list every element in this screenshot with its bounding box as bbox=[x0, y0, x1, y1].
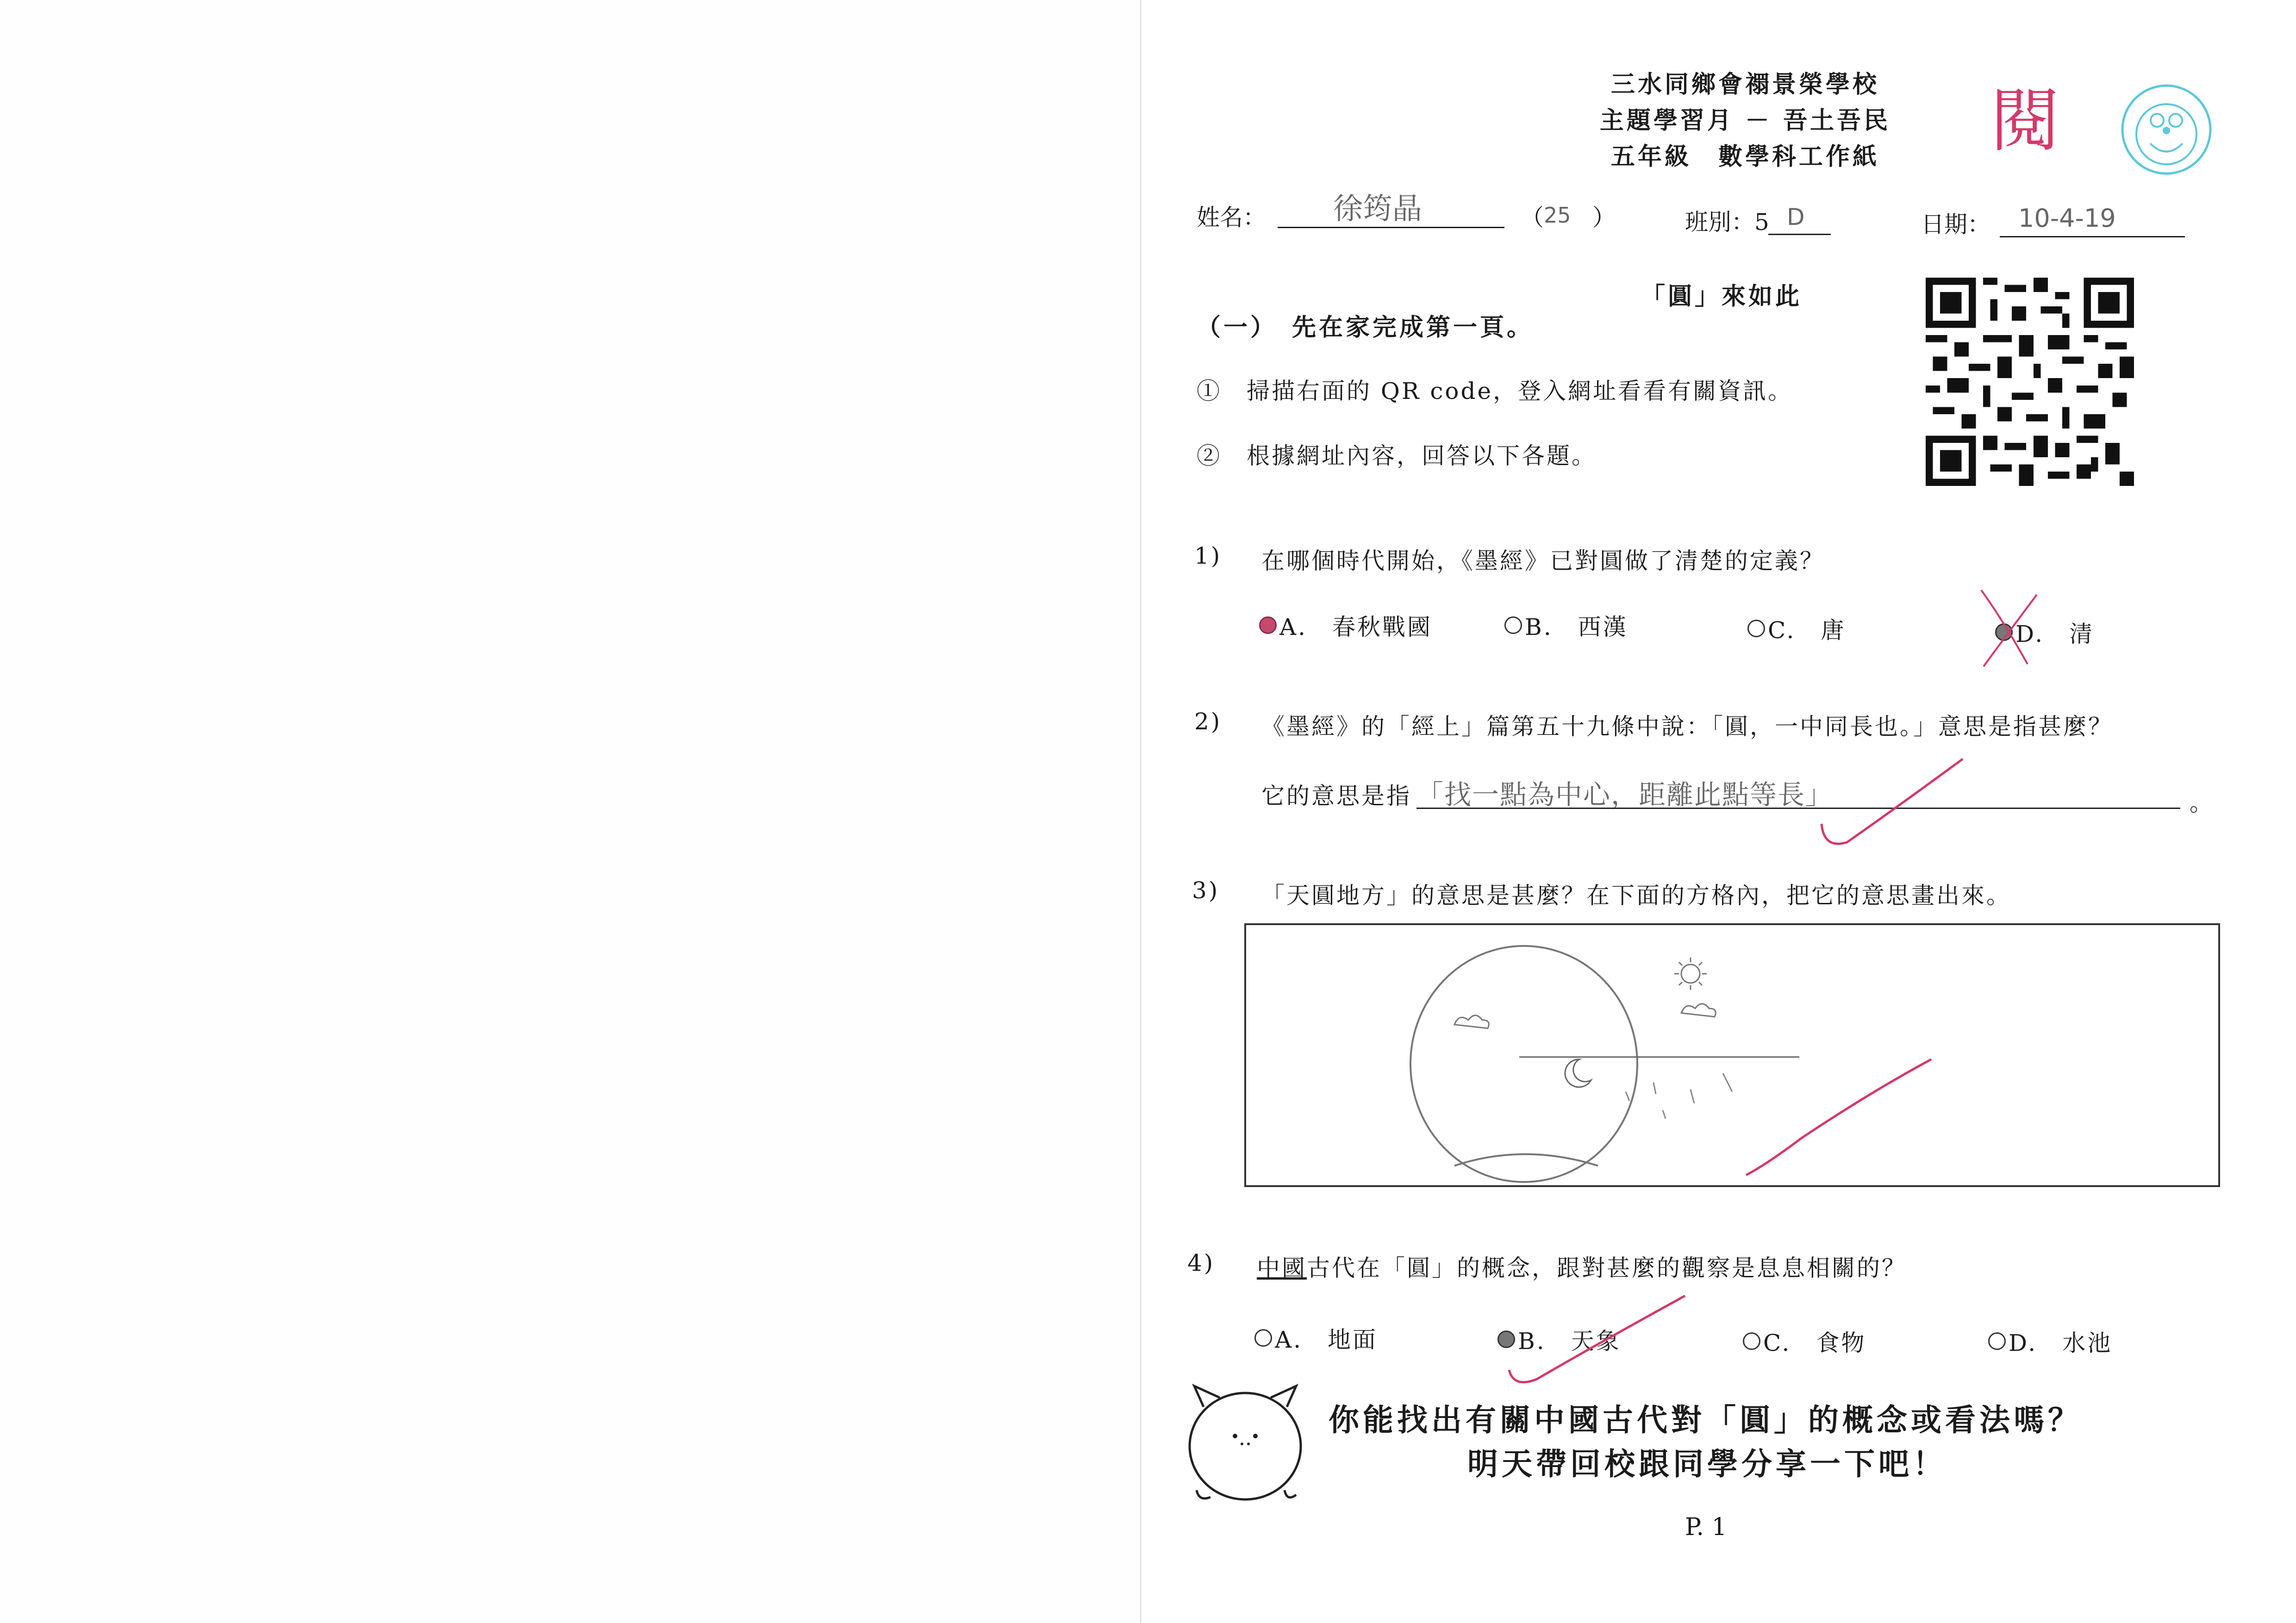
name-underline bbox=[1278, 227, 1504, 228]
q4-a-label: A. 地面 bbox=[1275, 1326, 1378, 1353]
footer-prompt-2: 明天帶回校跟同學分享一下吧！ bbox=[1467, 1446, 1947, 1482]
q1-a-radio[interactable] bbox=[1259, 616, 1277, 634]
q1-cross-mark bbox=[1972, 585, 2046, 673]
qr-code[interactable] bbox=[1926, 278, 2134, 486]
pig-mascot-icon bbox=[1176, 1381, 1315, 1506]
q2-number: 2) bbox=[1194, 708, 1222, 735]
subject-title: 五年級 數學科工作紙 bbox=[1610, 143, 1879, 171]
q1-option-b[interactable] bbox=[1504, 609, 1628, 642]
q1-text: 在哪個時代開始，《墨經》已對圓做了清楚的定義？ bbox=[1261, 547, 1825, 574]
page-fold bbox=[1140, 0, 1142, 1623]
section-title: 「圓」來如此 bbox=[1641, 282, 1803, 311]
stars bbox=[1626, 1073, 1732, 1119]
q3-number: 3) bbox=[1192, 877, 1220, 904]
heaven-earth-drawing bbox=[1246, 925, 2218, 1185]
q1-option-c[interactable] bbox=[1747, 612, 1846, 645]
q2-text: 《墨經》的「經上」篇第五十九條中說：「圓，一中同長也。」意思是指甚麼？ bbox=[1261, 713, 2113, 740]
q4-c-label: C. 食物 bbox=[1763, 1330, 1866, 1356]
q1-a-label: A. 春秋戰國 bbox=[1279, 614, 1433, 640]
date-label: 日期： bbox=[1921, 211, 1990, 238]
q1-c-label: C. 唐 bbox=[1768, 617, 1846, 644]
class-label: 班別：5 bbox=[1685, 209, 1769, 236]
cloud-icon-2 bbox=[1454, 1015, 1489, 1028]
q2-answer-suffix: 。 bbox=[2190, 790, 2215, 816]
blank-left-page bbox=[0, 0, 1140, 1623]
school-name: 三水同鄉會禤景榮學校 bbox=[1610, 70, 1879, 99]
q1-d-label: D. 清 bbox=[2015, 621, 2095, 647]
theme-title: 主題學習月 － 吾土吾民 bbox=[1599, 106, 1891, 135]
date-value: 10-4-19 bbox=[2018, 204, 2116, 233]
q2-answer-underline bbox=[1416, 808, 2180, 809]
moon-icon bbox=[1565, 1059, 1591, 1087]
teacher-signature: 閱 bbox=[1990, 81, 2060, 162]
date-underline bbox=[2000, 236, 2185, 237]
q1-b-label: B. 西漢 bbox=[1525, 614, 1628, 640]
q4-check-mark bbox=[1500, 1277, 1694, 1393]
number-value: 25 bbox=[1544, 203, 1571, 228]
cloud-icon bbox=[1681, 1004, 1716, 1017]
q4-number: 4) bbox=[1187, 1250, 1215, 1276]
q4-d-radio[interactable] bbox=[1988, 1332, 2006, 1350]
page-number: P. 1 bbox=[1685, 1513, 1727, 1541]
class-underline bbox=[1768, 234, 1831, 235]
instruction-step-1: ① 掃描右面的 QR code，登入網址看看有關資訊。 bbox=[1197, 378, 1793, 404]
q1-b-radio[interactable] bbox=[1504, 616, 1522, 634]
q4-b-label: B. 天象 bbox=[1518, 1328, 1621, 1355]
q3-drawing-box[interactable] bbox=[1244, 923, 2220, 1187]
q4-d-label: D. 水池 bbox=[2009, 1330, 2113, 1356]
q4-c-radio[interactable] bbox=[1743, 1332, 1760, 1350]
name-value: 徐筠晶 bbox=[1333, 192, 1422, 226]
q3-text: 「天圓地方」的意思是甚麼？在下面的方格內，把它的意思畫出來。 bbox=[1261, 882, 2011, 909]
number-close-paren: ） bbox=[1592, 204, 1616, 231]
q1-number: 1) bbox=[1194, 542, 1222, 569]
q3-check-mark bbox=[1746, 1059, 1931, 1175]
q4-text-rest: 古代在「圓」的概念，跟對甚麼的觀察是息息相關的？ bbox=[1307, 1255, 1907, 1281]
q2-answer: 「找一點為中心，距離此點等長」 bbox=[1416, 779, 1834, 810]
q1-option-a[interactable] bbox=[1259, 609, 1432, 642]
q4-option-d[interactable] bbox=[1988, 1325, 2112, 1358]
part-heading: （一） 先在家完成第一頁。 bbox=[1197, 313, 1534, 342]
q4-option-a[interactable] bbox=[1254, 1321, 1378, 1355]
q2-answer-prefix: 它的意思是指 bbox=[1261, 783, 1411, 809]
sun-icon bbox=[1681, 964, 1700, 983]
footer-prompt-1: 你能找出有關中國古代對「圓」的概念或看法嗎？ bbox=[1329, 1402, 2082, 1438]
doraemon-stamp bbox=[2115, 79, 2231, 194]
q4-a-radio[interactable] bbox=[1254, 1329, 1272, 1347]
number-open-paren: （ bbox=[1521, 204, 1544, 231]
q4-underlined-word: 中國 bbox=[1257, 1255, 1307, 1281]
q1-c-radio[interactable] bbox=[1747, 620, 1765, 637]
q4-option-c[interactable] bbox=[1743, 1325, 1866, 1358]
class-value: D bbox=[1787, 204, 1805, 230]
instruction-step-2: ② 根據網址內容，回答以下各題。 bbox=[1197, 442, 1597, 469]
q2-check-mark bbox=[1815, 750, 1972, 856]
name-label: 姓名： bbox=[1197, 204, 1266, 231]
